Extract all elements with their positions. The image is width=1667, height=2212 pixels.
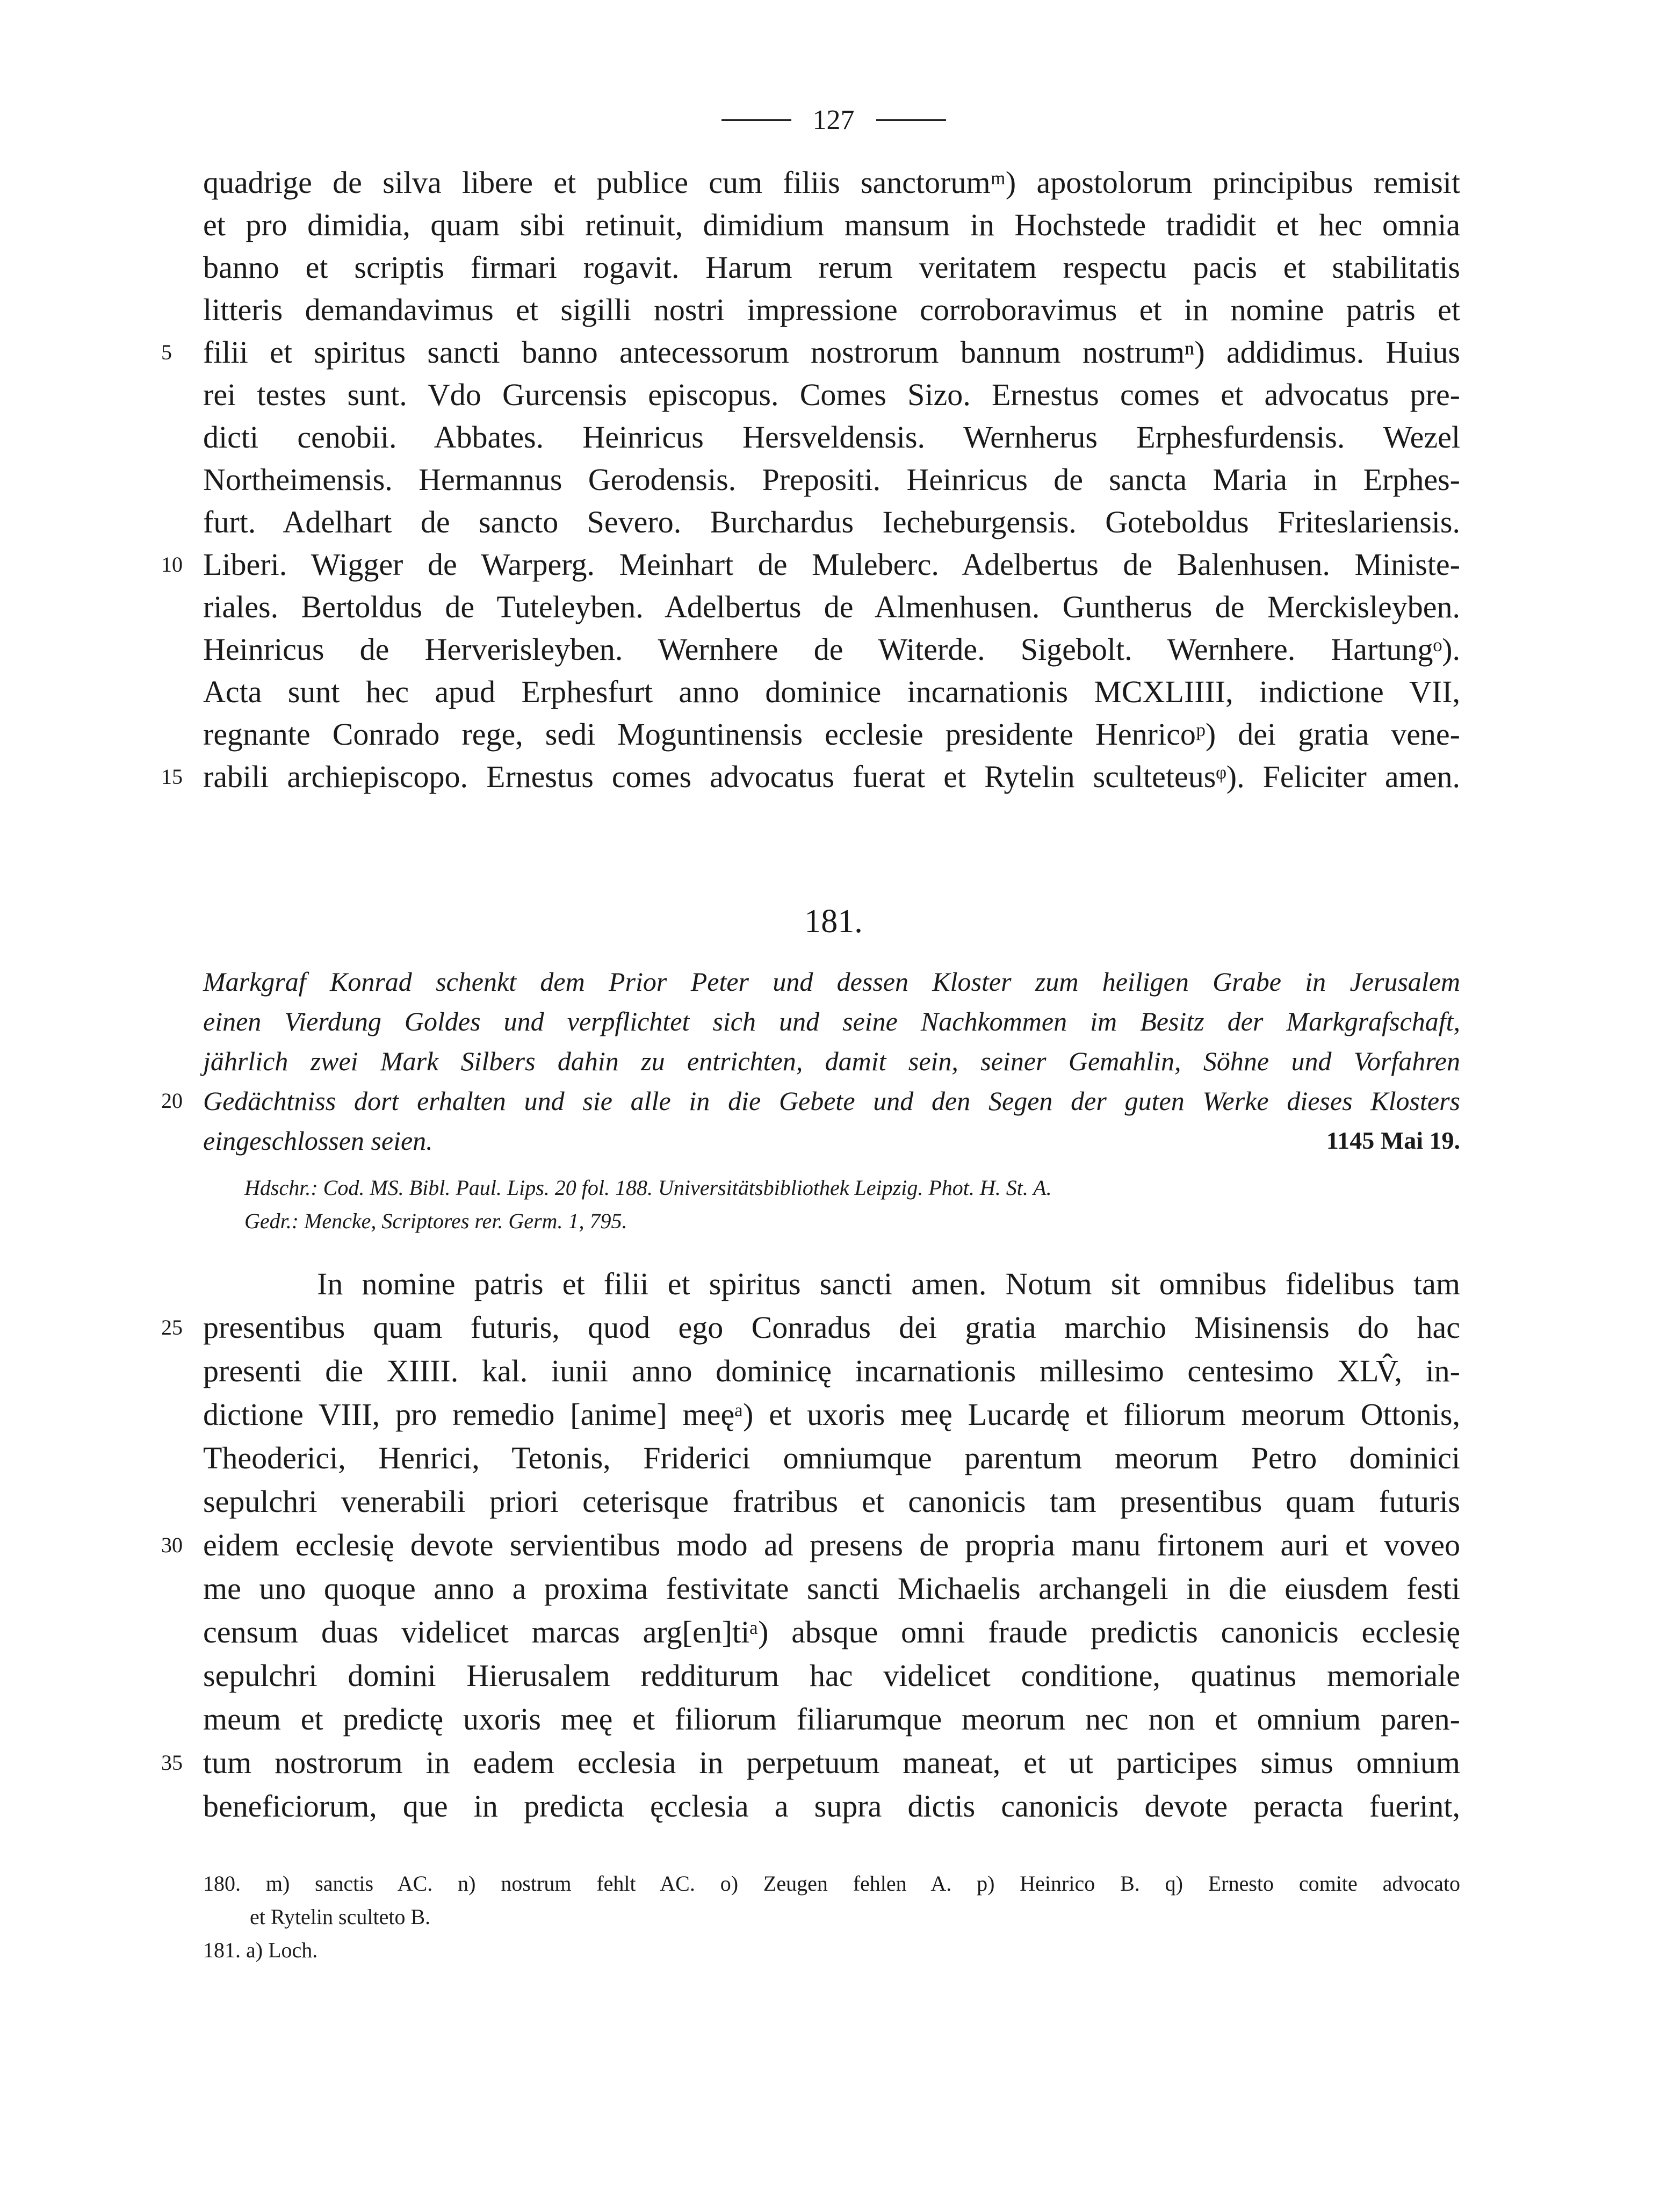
body-line-text: filii et spiritus sancti banno antecessorum nostrorum bannum nostrumⁿ) addidimus. Huius [203, 335, 1460, 370]
body-line [203, 331, 1460, 374]
source-line: Gedr.: Mencke, Scriptores rer. Germ. 1, 795. [244, 1209, 627, 1233]
body-line-text: dictione VIII, pro remedio [anime] meęᵃ) et uxoris meę Lucardę et filiorum meorum Ottonis, [203, 1397, 1460, 1432]
body-line [203, 713, 1460, 756]
body-line [203, 671, 1460, 714]
footnote-line [203, 1934, 1460, 1967]
line-number: 10 [161, 552, 183, 577]
regest-line [203, 1081, 1460, 1121]
regest-date: 1145 Mai 19. [1326, 1127, 1460, 1154]
line-number: 25 [161, 1315, 183, 1339]
footnote-line [250, 1900, 1507, 1934]
body-line-text: Heinricus de Herverisleyben. Wernhere de Witerde. Sigebolt. Wernhere. Hartungᵒ). [203, 632, 1460, 667]
regest-line [203, 1041, 1460, 1081]
body-line [203, 1567, 1460, 1610]
body-line [203, 373, 1460, 416]
body-line-text: furt. Adelhart de sancto Severo. Burchardus Iecheburgensis. Goteboldus Friteslariensis. [203, 505, 1460, 539]
regest-line [203, 1001, 1460, 1041]
regest-line-text: einen Vierdung Goldes und verpflichtet sich und seine Nachkommen im Besitz der Markgrafschaft, [203, 1006, 1460, 1036]
body-line-text: quadrige de silva libere et publice cum filiis sanctorumᵐ) apostolorum principibus remisit [203, 165, 1460, 200]
body-line-text: rei testes sunt. Vdo Gurcensis episcopus. Comes Sizo. Ernestus comes et advocatus pre- [203, 377, 1460, 412]
line-number: 15 [161, 765, 183, 789]
body-line [203, 204, 1460, 247]
body-line [203, 501, 1460, 544]
line-number: 35 [161, 1750, 183, 1775]
body-line-text: sepulchri venerabili priori ceterisque fratribus et canonicis tam presentibus quam futuris [203, 1484, 1460, 1519]
body-line-text: presentibus quam futuris, quod ego Conradus dei gratia marchio Misinensis do hac [203, 1310, 1460, 1345]
regest-line [203, 1121, 1460, 1161]
footnote-line-text: 180. m) sanctis AC. n) nostrum fehlt AC. o) Zeugen fehlen A. p) Heinrico B. q) Ernesto comite advocato [203, 1871, 1460, 1896]
body-line-text: et pro dimidia, quam sibi retinuit, dimidium mansum in Hochstede tradidit et hec omnia [203, 207, 1460, 242]
body-line-text: Liberi. Wigger de Warperg. Meinhart de Muleberc. Adelbertus de Balenhusen. Ministe- [203, 547, 1460, 582]
footnote-line [203, 1867, 1460, 1900]
body-line-text: Northeimensis. Hermannus Gerodensis. Prepositi. Heinricus de sancta Maria in Erphes- [203, 462, 1460, 497]
running-head [0, 96, 1667, 144]
body-line-text: censum duas videlicet marcas arg[en]tiᵃ) absque omni fraude predictis canonicis ecclesię [203, 1615, 1460, 1649]
body-line [203, 1524, 1460, 1567]
body-line-text: eidem ecclesię devote servientibus modo ad presens de propria manu firtonem auri et voveo [203, 1527, 1460, 1562]
body-line [203, 1741, 1460, 1784]
body-line-text: tum nostrorum in eadem ecclesia in perpetuum maneat, et ut participes simus omnium [203, 1745, 1460, 1780]
body-line [203, 1393, 1460, 1436]
body-line-text: meum et predictę uxoris meę et filiorum filiarumque meorum nec non et omnium paren- [203, 1702, 1460, 1737]
body-line [203, 1437, 1460, 1480]
source-line: Hdschr.: Cod. MS. Bibl. Paul. Lips. 20 fol. 188. Universitätsbibliothek Leipzig. Phot. H. St. A. [244, 1176, 1052, 1200]
body-line [203, 458, 1460, 501]
body-line-text: litteris demandavimus et sigilli nostri impressione corroboravimus et in nomine patris et [203, 292, 1460, 327]
body-line-text: Acta sunt hec apud Erphesfurt anno dominice incarnationis MCXLIIII, indictione VII, [203, 674, 1460, 709]
rule-left [721, 119, 791, 121]
body-line [203, 543, 1460, 586]
body-line [203, 246, 1460, 289]
body-line [203, 1611, 1460, 1654]
body-line-text: riales. Bertoldus de Tuteleyben. Adelbertus de Almenhusen. Guntherus de Merckisleyben. [203, 589, 1460, 624]
regest-line-text: Markgraf Konrad schenkt dem Prior Peter und dessen Kloster zum heiligen Grabe in Jerusalem [203, 967, 1460, 997]
body-line [203, 628, 1460, 671]
document-number: 181. [804, 903, 863, 940]
body-line-text: banno et scriptis firmari rogavit. Harum rerum veritatem respectu pacis et stabilitatis [203, 250, 1460, 285]
body-line [203, 161, 1460, 204]
regest-line-text: Gedächtniss dort erhalten und sie alle in die Gebete und den Segen der guten Werke dieses Klosters [203, 1086, 1460, 1116]
line-number: 30 [161, 1533, 183, 1557]
body-line [203, 1654, 1460, 1697]
line-number: 20 [161, 1089, 183, 1113]
body-line-text: dicti cenobii. Abbates. Heinricus Hersveldensis. Wernherus Erphesfurdensis. Wezel [203, 420, 1460, 455]
body-line-text: sepulchri domini Hierusalem redditurum hac videlicet conditione, quatinus memoriale [203, 1658, 1460, 1693]
regest-line [203, 962, 1460, 1001]
body-line-text: regnante Conrado rege, sedi Moguntinensis ecclesie presidente Henricoᵖ) dei gratia vene- [203, 717, 1460, 752]
body-line-text: me uno quoque anno a proxima festivitate sancti Michaelis archangeli in die eiusdem festi [203, 1571, 1460, 1606]
body-line [203, 755, 1460, 798]
body-line [203, 1785, 1460, 1828]
body-line [203, 289, 1460, 332]
body-line [317, 1263, 1460, 1306]
footnote-line-text: 181. a) Loch. [203, 1938, 318, 1962]
rule-right [876, 119, 946, 121]
regest-line-text: eingeschlossen seien. [203, 1126, 433, 1156]
page-number: 127 [812, 104, 855, 135]
body-line [203, 1698, 1460, 1741]
body-line [203, 1306, 1460, 1349]
body-line [203, 416, 1460, 459]
body-line-text: rabili archiepiscopo. Ernestus comes advocatus fuerat et Rytelin sculteteusᵠ). Feliciter amen. [203, 759, 1460, 794]
body-line [203, 1350, 1460, 1393]
body-line [203, 586, 1460, 629]
body-line-text: presenti die XIIII. kal. iunii anno dominicę incarnationis millesimo centesimo XLV̂, in- [203, 1353, 1460, 1388]
body-line-text: beneficiorum, que in predicta ęcclesia a supra dictis canonicis devote peracta fuerint, [203, 1789, 1460, 1824]
line-number: 5 [161, 340, 172, 364]
body-line [203, 1480, 1460, 1523]
footnote-line-text: et Rytelin sculteto B. [250, 1905, 431, 1929]
regest-line-text: jährlich zwei Mark Silbers dahin zu entrichten, damit sein, seiner Gemahlin, Söhne und Vorfahren [203, 1046, 1460, 1076]
body-line-text: In nomine patris et filii et spiritus sancti amen. Notum sit omnibus fidelibus tam [317, 1266, 1460, 1301]
body-line-text: Theoderici, Henrici, Tetonis, Friderici omniumque parentum meorum Petro dominici [203, 1440, 1460, 1475]
